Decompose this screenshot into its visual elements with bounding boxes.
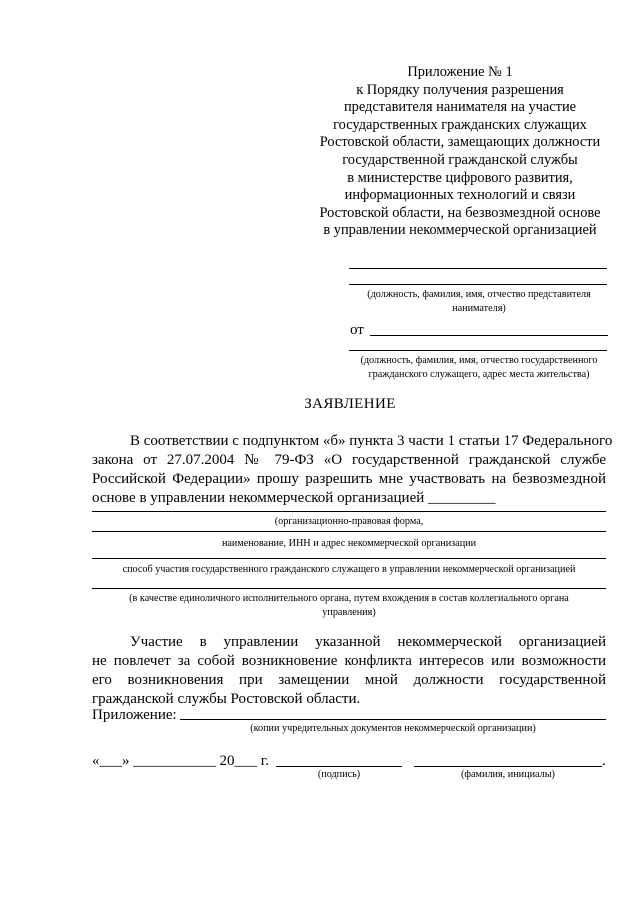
employee-caption: (должность, фамилия, имя, отчество государственного гражданского служащего, адрес места жительства) xyxy=(360,355,598,380)
signature-field-line[interactable] xyxy=(276,766,402,767)
paragraph-line: Российской Федерации» прошу разрешить мне участвовать на безвозмездной xyxy=(92,471,606,487)
org-form-caption: (организационно-правовая форма, xyxy=(274,516,424,527)
header-line: государственных гражданских служащих xyxy=(333,116,587,133)
attachment-label: Приложение: xyxy=(92,707,177,723)
header-line: информационных технологий и связи xyxy=(344,187,576,204)
paragraph-line: Участие в управлении указанной некоммерческой организацией xyxy=(130,634,606,650)
header-line: к Порядку получения разрешения xyxy=(356,81,564,98)
paragraph-line: его возникновения при замещении мной должности государственной xyxy=(92,672,606,688)
header-line: государственной гражданской службы xyxy=(342,151,578,168)
date-field[interactable]: «___» ___________ 20___ г. xyxy=(92,753,269,769)
org-name-field-line[interactable] xyxy=(92,531,606,532)
header-line: в министерстве цифрового развития, xyxy=(347,169,573,186)
role-caption: (в качестве единоличного исполнительного органа, путем вхождения в состав коллегиального органа управления) xyxy=(129,593,569,618)
header-line: в управлении некоммерческой организацией xyxy=(323,222,597,239)
employer-rep-field-line-2[interactable] xyxy=(349,284,607,285)
attachment-caption: (копии учредительных документов некоммерческой организации) xyxy=(250,723,536,734)
employer-rep-field-line-1[interactable] xyxy=(349,268,607,269)
paragraph-line: В соответствии с подпунктом «б» пункта 3 части 1 статьи 17 Федерального xyxy=(130,433,613,449)
paragraph-line: закона от 27.07.2004 № 79-ФЗ «О государственной гражданской службе xyxy=(92,452,606,468)
paragraph-line: основе в управлении некоммерческой организацией _________ xyxy=(92,490,496,506)
header-line: Ростовской области, замещающих должности xyxy=(319,134,601,151)
role-field-line[interactable] xyxy=(92,588,606,589)
from-field-line-1[interactable] xyxy=(370,335,608,336)
header-line: представителя нанимателя на участие xyxy=(343,99,577,116)
paragraph-line: не повлечет за собой возникновение конфликта интересов или возможности xyxy=(92,653,606,669)
header-line: Ростовской области, на безвозмездной основе xyxy=(319,204,601,221)
document-title: ЗАЯВЛЕНИЕ xyxy=(304,396,396,412)
from-label: от xyxy=(350,322,364,338)
signature-caption: (подпись) xyxy=(317,769,361,780)
org-form-field-line[interactable] xyxy=(92,511,606,512)
org-name-caption: наименование, ИНН и адрес некоммерческой организации xyxy=(221,538,477,549)
from-field-line-2[interactable] xyxy=(349,350,607,351)
end-mark: . xyxy=(602,753,606,769)
appendix-header xyxy=(300,64,620,240)
participation-caption: способ участия государственного гражданского служащего в управлении некоммерческой организацией xyxy=(122,564,576,575)
paragraph-line: гражданской службы Ростовской области. xyxy=(92,691,361,707)
header-line: Приложение № 1 xyxy=(407,64,513,80)
attachment-field-line[interactable] xyxy=(180,719,606,720)
name-field-line[interactable] xyxy=(414,766,602,767)
employer-rep-caption: (должность, фамилия, имя, отчество представителя нанимателя) xyxy=(367,289,591,314)
participation-field-line[interactable] xyxy=(92,558,606,559)
name-caption: (фамилия, инициалы) xyxy=(461,769,555,780)
